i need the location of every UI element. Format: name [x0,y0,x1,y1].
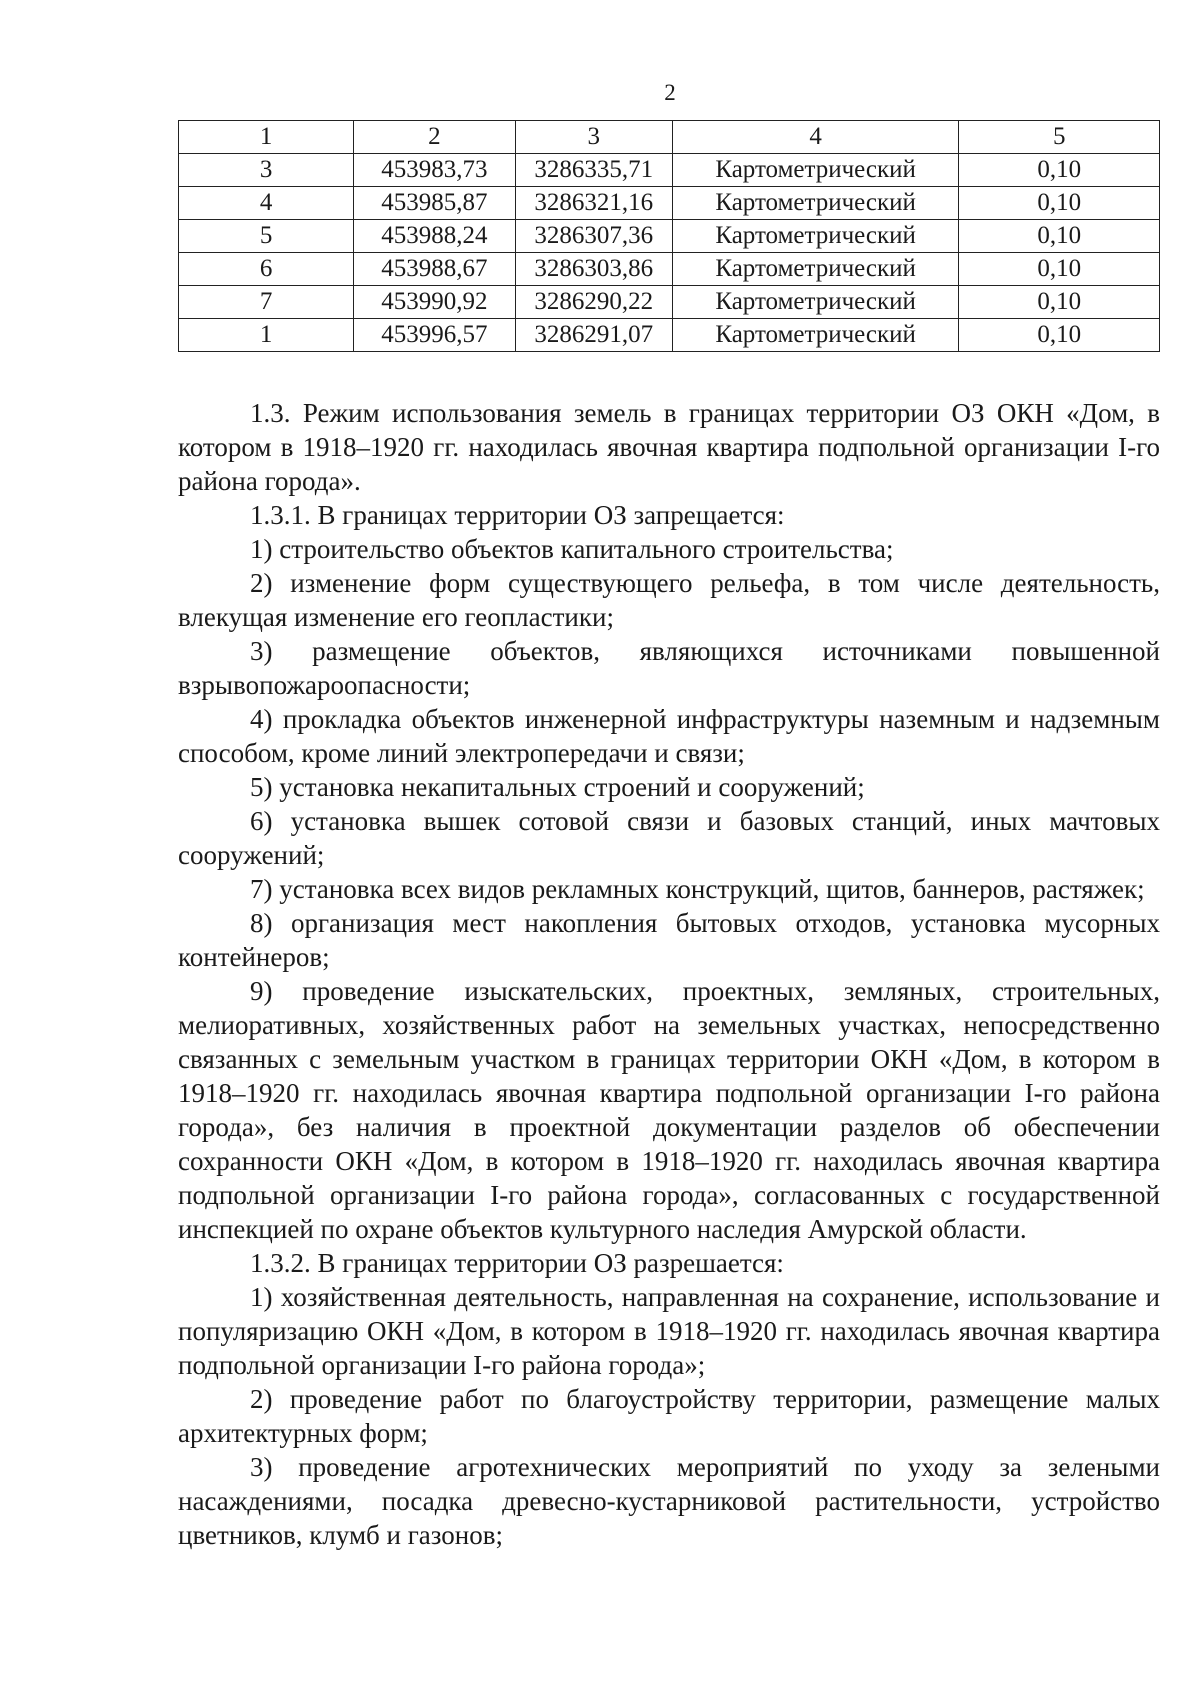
table-cell: 3286290,22 [515,286,672,319]
table-cell: 453996,57 [354,319,515,352]
table-cell: 3286335,71 [515,154,672,187]
table-cell: Картометрический [672,253,959,286]
table-header-cell: 3 [515,121,672,154]
regulation-text [178,396,1160,1552]
table-cell: 453985,87 [354,187,515,220]
list-item: 2) изменение форм существующего рельефа, в том числе деятельность, влекущая изменение его геопластики; [178,568,1160,632]
table-cell: 3286303,86 [515,253,672,286]
table-row [179,253,1160,286]
list-item: 7) установка всех видов рекламных конструкций, щитов, баннеров, растяжек; [250,874,1145,904]
table-row [179,286,1160,319]
list-item: 3) проведение агротехнических мероприятий по уходу за зелеными насаждениями, посадка древесно-кустарниковой растительности, устройство цветников, клумб и газонов; [178,1452,1160,1550]
table-cell: Картометрический [672,286,959,319]
table-cell: 453988,67 [354,253,515,286]
table-cell: 1 [179,319,354,352]
page-number: 2 [664,80,676,105]
table-cell: Картометрический [672,154,959,187]
list-item: 6) установка вышек сотовой связи и базовых станций, иных мачтовых сооружений; [178,806,1160,870]
table-cell: 0,10 [959,187,1160,220]
table-row [179,187,1160,220]
list-item: 1) хозяйственная деятельность, направленная на сохранение, использование и популяризацию ОКН «Дом, в котором в 1918–1920 гг. находилась явочная квартира подпольной организации I-го района города»; [178,1282,1160,1380]
subsection-heading: 1.3.1. В границах территории ОЗ запрещается: [250,500,785,530]
section-heading: 1.3. Режим использования земель в границах территории ОЗ ОКН «Дом, в котором в 1918–1920 гг. находилась явочная квартира подпольной организации I-го района города». [178,398,1160,496]
list-item: 1) строительство объектов капитального строительства; [250,534,894,564]
list-item: 2) проведение работ по благоустройству территории, размещение малых архитектурных форм; [178,1384,1160,1448]
table-header-cell: 5 [959,121,1160,154]
table-cell: Картометрический [672,319,959,352]
table-cell: 3286307,36 [515,220,672,253]
table-cell: 3286291,07 [515,319,672,352]
list-item: 8) организация мест накопления бытовых отходов, установка мусорных контейнеров; [178,908,1160,972]
table-header-cell: 2 [354,121,515,154]
table-cell: 453990,92 [354,286,515,319]
table-row [179,319,1160,352]
table-row [179,154,1160,187]
table-cell: Картометрический [672,220,959,253]
table-cell: 0,10 [959,286,1160,319]
subsection-heading: 1.3.2. В границах территории ОЗ разрешается: [250,1248,784,1278]
table-cell: 0,10 [959,154,1160,187]
table-row [179,220,1160,253]
coordinates-table-body [179,121,1160,352]
table-cell: 0,10 [959,319,1160,352]
table-cell: Картометрический [672,187,959,220]
table-cell: 0,10 [959,220,1160,253]
table-header-cell: 1 [179,121,354,154]
table-cell: 6 [179,253,354,286]
list-item: 5) установка некапитальных строений и сооружений; [250,772,865,802]
table-cell: 0,10 [959,253,1160,286]
table-cell: 3286321,16 [515,187,672,220]
table-cell: 453983,73 [354,154,515,187]
list-item: 3) размещение объектов, являющихся источниками повышенной взрывопожароопасности; [178,636,1160,700]
list-item: 4) прокладка объектов инженерной инфраструктуры наземным и надземным способом, кроме линий электропередачи и связи; [178,704,1160,768]
table-cell: 7 [179,286,354,319]
table-cell: 4 [179,187,354,220]
table-cell: 453988,24 [354,220,515,253]
coordinates-table [178,120,1160,352]
list-item: 9) проведение изыскательских, проектных, земляных, строительных, мелиоративных, хозяйственных работ на земельных участках, непосредственно связанных с земельным участком в границах территории ОКН «Дом, в котором в 1918–1920 гг. находилась явочная квартира подпольной организации I-го района города», без наличия в проектной документации разделов об обеспечении сохранности ОКН «Дом, в котором в 1918–1920 гг. находилась явочная квартира подпольной организации I-го района города», согласованных с государственной инспекцией по охране объектов культурного наследия Амурской области. [178,976,1160,1244]
table-header-row [179,121,1160,154]
table-cell: 5 [179,220,354,253]
table-header-cell: 4 [672,121,959,154]
table-cell: 3 [179,154,354,187]
